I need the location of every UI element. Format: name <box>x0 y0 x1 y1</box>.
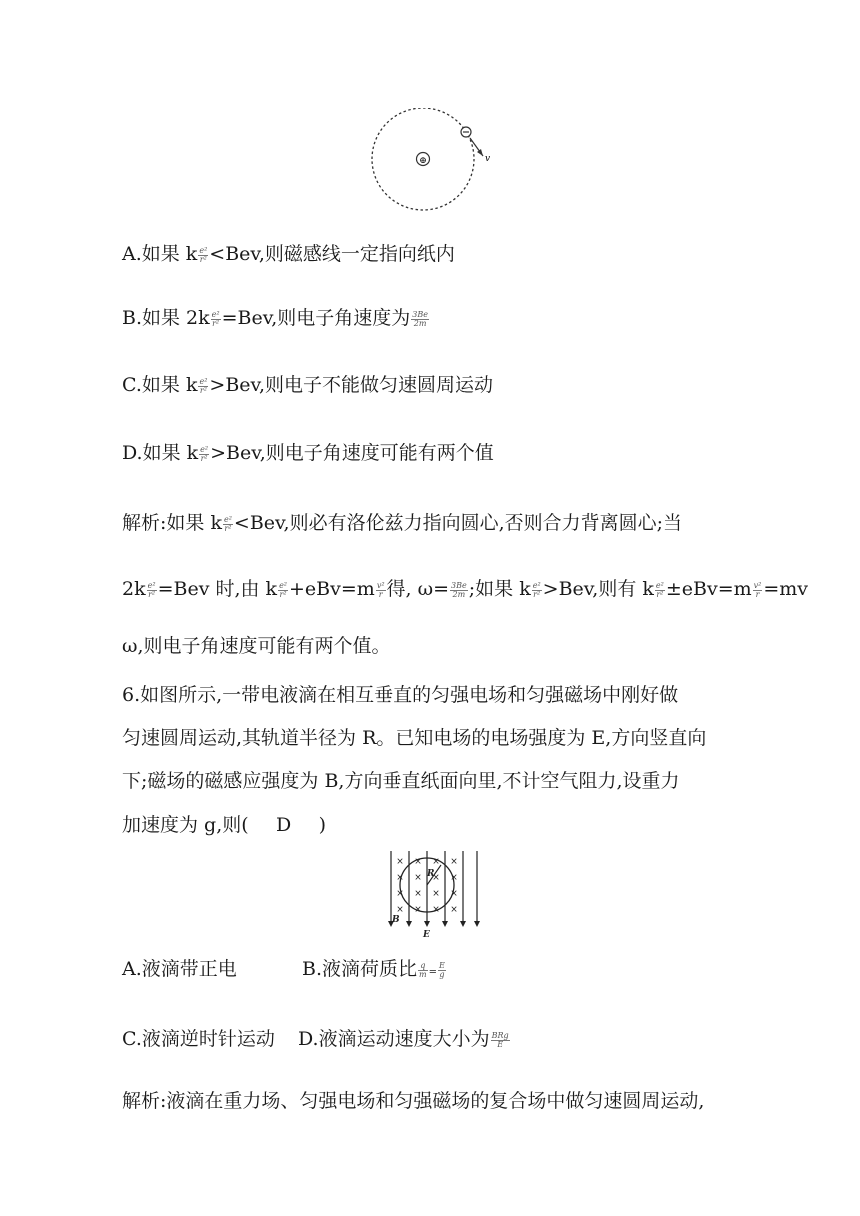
fraction: $\frac{E}{g}$ <box>439 960 445 979</box>
cross-mark: × <box>432 905 440 915</box>
field-line-arrowhead <box>424 921 430 927</box>
e-label: E <box>423 930 430 940</box>
fraction: $\frac{3Be}{2m}$ <box>412 309 428 328</box>
text-segment: =mv <box>763 578 809 600</box>
fraction: $\frac{\text{v²}}{r}$ <box>753 580 762 599</box>
analysis1-line2 <box>122 577 808 601</box>
q6-options-row2 <box>122 1027 511 1051</box>
analysis1-suffix: <Bev,则必有洛伦兹力指向圆心,否则合力背离圆心;当 <box>233 512 683 534</box>
text-segment: +eBv=m <box>289 578 375 600</box>
question6-line2: 匀速圆周运动,其轨道半径为 R。已知电场的电场强度为 E,方向竖直向 <box>122 727 707 749</box>
option-c-prefix: C.如果 k <box>122 374 198 396</box>
q6-option-b-prefix: B.液滴荷质比 <box>302 958 418 980</box>
text-segment: >Bev,则有 k <box>542 578 654 600</box>
fraction: $\frac{\text{e²}}{\text{r²}}$ <box>211 309 220 328</box>
cross-mark: × <box>450 873 458 883</box>
analysis2-line1: 解析:液滴在重力场、匀强电场和匀强磁场的复合场中做匀速圆周运动, <box>122 1090 705 1112</box>
cross-mark: × <box>414 873 422 883</box>
field-line-arrowhead <box>460 921 466 927</box>
answer-letter: D <box>276 814 292 836</box>
cross-mark: × <box>432 889 440 899</box>
cross-mark: × <box>396 889 404 899</box>
fraction: $\frac{\text{e²}}{\text{r²}}$ <box>199 376 208 395</box>
fraction: $\frac{\text{e²}}{\text{r²}}$ <box>223 514 232 533</box>
fraction: $\frac{\text{e²}}{\text{r²}}$ <box>147 580 156 599</box>
question6-line4 <box>122 813 326 837</box>
option-d-suffix: >Bev,则电子角速度可能有两个值 <box>210 442 494 464</box>
cross-mark: × <box>432 857 440 867</box>
q6-option-c: C.液滴逆时针运动 <box>122 1028 275 1050</box>
option-c-suffix: >Bev,则电子不能做匀速圆周运动 <box>209 374 494 396</box>
cross-mark: × <box>396 873 404 883</box>
analysis1-prefix: 解析:如果 k <box>122 512 222 534</box>
q6-option-d-prefix: D.液滴运动速度大小为 <box>298 1028 490 1050</box>
fraction: $\frac{\text{v²}}{r}$ <box>376 580 385 599</box>
option-b-mid: =Bev,则电子角速度为 <box>221 307 411 329</box>
fraction: $\frac{\text{BRg}}{E}$ <box>491 1030 509 1049</box>
q6-option-a: A.液滴带正电 <box>122 958 237 980</box>
cross-mark: × <box>450 889 458 899</box>
fraction: $\frac{3Be}{2m}$ <box>451 580 467 599</box>
cross-mark: × <box>414 905 422 915</box>
velocity-arrowhead <box>477 149 483 156</box>
option-a-prefix: A.如果 k <box>122 243 198 265</box>
orbit-figure <box>360 108 500 216</box>
field-line-arrowhead <box>442 921 448 927</box>
fraction: $\frac{\text{e²}}{\text{r²}}$ <box>655 580 664 599</box>
field-figure <box>383 849 481 941</box>
option-c <box>122 373 493 397</box>
cross-mark: × <box>396 857 404 867</box>
field-line-arrowhead <box>474 921 480 927</box>
radius-label: R <box>427 869 435 879</box>
question6-suffix: ) <box>318 814 327 836</box>
velocity-label: v <box>485 154 491 164</box>
option-a <box>122 242 455 266</box>
text-segment: 得, ω= <box>386 578 450 600</box>
text-segment: ±eBv=m <box>665 578 752 600</box>
question6-prefix: 加速度为 g,则( <box>122 814 249 836</box>
question6-line1: 6.如图所示,一带电液滴在相互垂直的匀强电场和匀强磁场中刚好做 <box>122 684 679 706</box>
option-d <box>122 441 494 465</box>
cross-mark: × <box>432 873 440 883</box>
field-line-arrowhead <box>406 921 412 927</box>
cross-mark: × <box>414 857 422 867</box>
fraction: $\frac{\text{e²}}{\text{r²}}$ <box>200 444 209 463</box>
question6-line3: 下;磁场的磁感应强度为 B,方向垂直纸面向里,不计空气阻力,设重力 <box>122 770 680 792</box>
fraction: $\frac{q}{m}$ <box>419 960 427 979</box>
analysis1-line1 <box>122 511 682 535</box>
fraction: $\frac{\text{e²}}{\text{r²}}$ <box>279 580 288 599</box>
fraction: $\frac{\text{e²}}{\text{r²}}$ <box>532 580 541 599</box>
cross-mark: × <box>396 905 404 915</box>
text-segment: ;如果 k <box>468 578 531 600</box>
cross-mark: × <box>450 905 458 915</box>
option-a-suffix: <Bev,则磁感线一定指向纸内 <box>209 243 455 265</box>
cross-mark: × <box>414 889 422 899</box>
option-b <box>122 306 430 330</box>
fraction: $\frac{\text{e²}}{\text{r²}}$ <box>199 245 208 264</box>
option-d-prefix: D.如果 k <box>122 442 199 464</box>
q6-options-row1 <box>122 957 447 985</box>
text-segment: =Bev 时,由 k <box>157 578 278 600</box>
text-segment: 2k <box>122 578 146 600</box>
analysis1-line3: ω,则电子角速度可能有两个值。 <box>122 635 391 657</box>
equals-sign: = <box>428 967 437 978</box>
cross-mark: × <box>450 857 458 867</box>
b-label: B <box>392 915 400 925</box>
nucleus-symbol: ⊕ <box>419 156 427 166</box>
option-b-prefix: B.如果 2k <box>122 307 210 329</box>
